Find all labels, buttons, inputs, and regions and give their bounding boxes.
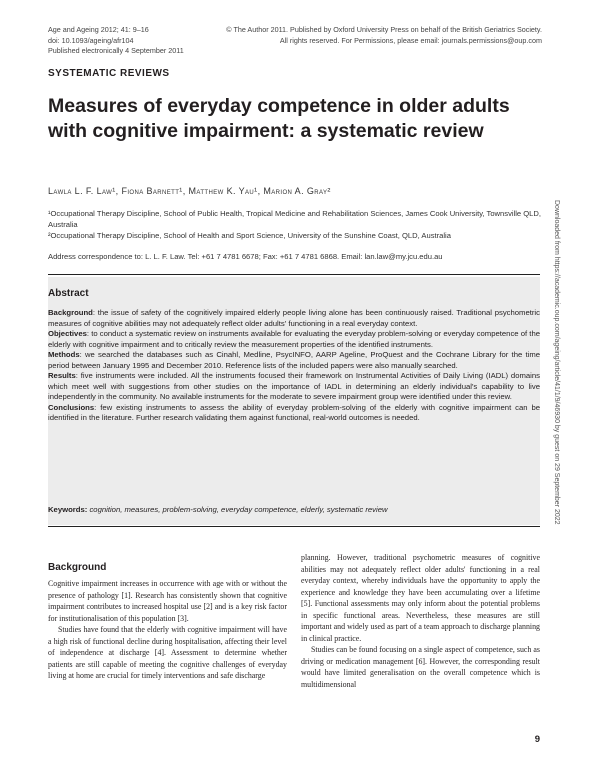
- copyright-line: © The Author 2011. Published by Oxford University Press on behalf of the British Geriatrics Society.: [226, 25, 542, 34]
- abstract-conclusions: [48, 403, 540, 424]
- abstract-conclusions-label: Conclusions: [48, 402, 95, 412]
- affiliation-2: ²Occupational Therapy Discipline, School of Health and Sport Science, University of the Sunshine Coast, QLD, Australia: [48, 231, 451, 240]
- abstract-body: [48, 308, 540, 424]
- abstract-conclusions-text: : few existing instruments to assess the ability of everyday problem-solving of the elderly with cognitive impairment can be identified in the literature. Further research validating them against functional, real-world outcomes is needed.: [48, 402, 540, 422]
- article-title: Measures of everyday competence in older adults with cognitive impairment: a systematic review: [48, 95, 510, 142]
- download-sidebar-note[interactable]: Downloaded from https://academic.oup.com/ageing/article/41/1/9/46930 by guest on 29 September 2022: [553, 200, 560, 525]
- divider-top: [48, 274, 540, 275]
- journal-header-left: [48, 25, 184, 57]
- abstract-heading: Abstract: [48, 288, 89, 299]
- abstract-background-label: Background: [48, 308, 93, 317]
- body-paragraph: Cognitive impairment increases in occurrence with age with or without the presence of pathology [1]. Research has consistently shown that cognitive impairment contributes to increased hospital use [2] and is a key risk factor for institutionalisation of this population [3].: [48, 579, 287, 623]
- abstract-objectives-text: : to conduct a systematic review on instruments available for evaluating the everyday problem-solving or everyday competence of the elderly with cognitive impairment and to critically review the measurement properties of the identified instruments.: [48, 329, 540, 349]
- author-list: Lawla L. F. Law¹, Fiona Barnett¹, Matthew K. Yau¹, Marion A. Gray²: [48, 186, 331, 196]
- abstract-objectives: [48, 329, 540, 350]
- keywords-text: cognition, measures, problem-solving, everyday competence, elderly, systematic review: [89, 505, 388, 514]
- divider-bottom: [48, 526, 540, 527]
- body-column-left: [48, 578, 287, 682]
- abstract-objectives-label: Objectives: [48, 329, 87, 338]
- abstract-methods-label: Methods: [48, 350, 80, 359]
- keywords: [48, 505, 540, 514]
- section-label: SYSTEMATIC REVIEWS: [48, 68, 170, 79]
- journal-citation: Age and Ageing 2012; 41: 9–16: [48, 25, 149, 34]
- body-paragraph: Studies can be found focusing on a single aspect of competence, such as driving or medication management [6]. However, the corresponding result would have limited generalisation on the overall competence which is multidimensional: [301, 645, 540, 690]
- abstract-background-text: : the issue of safety of the cognitively impaired elderly people living alone has been continuously raised. Traditional psychometric measures of cognitive abilities may not adequately reflect older adults' functioning in a real everyday context.: [48, 308, 540, 328]
- affiliations: [48, 208, 548, 241]
- abstract-background: [48, 308, 540, 329]
- abstract-results-label: Results: [48, 371, 76, 380]
- permissions-line: All rights reserved. For Permissions, please email: journals.permissions@oup.com: [279, 35, 542, 45]
- affiliation-1: ¹Occupational Therapy Discipline, School of Public Health, Tropical Medicine and Rehabilitation Sciences, James Cook University, Townsville QLD, Australia: [48, 209, 541, 229]
- background-heading: Background: [48, 562, 107, 573]
- abstract-methods: [48, 350, 540, 371]
- body-column-right: [301, 552, 540, 691]
- abstract-methods-text: : we searched the databases such as Cinahl, Medline, PsycINFO, AARP Ageline, ProQuest and the Cochrane Library for the time period between January 1995 and December 2010. Reference lists of the included papers were also manually searched.: [48, 350, 540, 370]
- body-paragraph: planning. However, traditional psychometric measures of cognitive abilities may not adequately reflect older adults' functioning in a real everyday context, whereby individuals have the opportunity to apply the experience and knowledge they have been accumulating over a lifetime [5]. Functional assessments may only inform about the potential problems in specific functional areas. Nevertheless, these measures are still important and widely used as part of a team approach to discharge planning in clinical practice.: [301, 553, 540, 643]
- correspondence-address: Address correspondence to: L. L. F. Law. Tel: +61 7 4781 6678; Fax: +61 7 4781 6868. Email: lan.law@my.jcu.edu.au: [48, 252, 443, 261]
- body-paragraph: Studies have found that the elderly with cognitive impairment will have a high risk of functional decline during hospitalisation, affecting their level of independence at discharge [4]. Assessment to determine whether patients are still capable of meeting the cognitive challenges of everyday living at home are crucial for timely interventions and safe discharge: [48, 625, 287, 681]
- page-number: 9: [534, 734, 540, 745]
- abstract-results-text: : five instruments were included. All the instruments focused their framework on Instrumental Activities of Daily Living (IADL) domains which meet well with suggestions from other studies on the importance of IADL in determining an elderly individual's capability to live independently in the community. No available instruments for the moderate to severe impairment group were identified under this review.: [48, 371, 540, 401]
- published-date: Published electronically 4 September 2011: [48, 46, 184, 55]
- journal-header-right: [226, 25, 542, 46]
- doi[interactable]: doi: 10.1093/ageing/afr104: [48, 35, 134, 45]
- keywords-label: Keywords:: [48, 505, 88, 514]
- abstract-results: [48, 371, 540, 403]
